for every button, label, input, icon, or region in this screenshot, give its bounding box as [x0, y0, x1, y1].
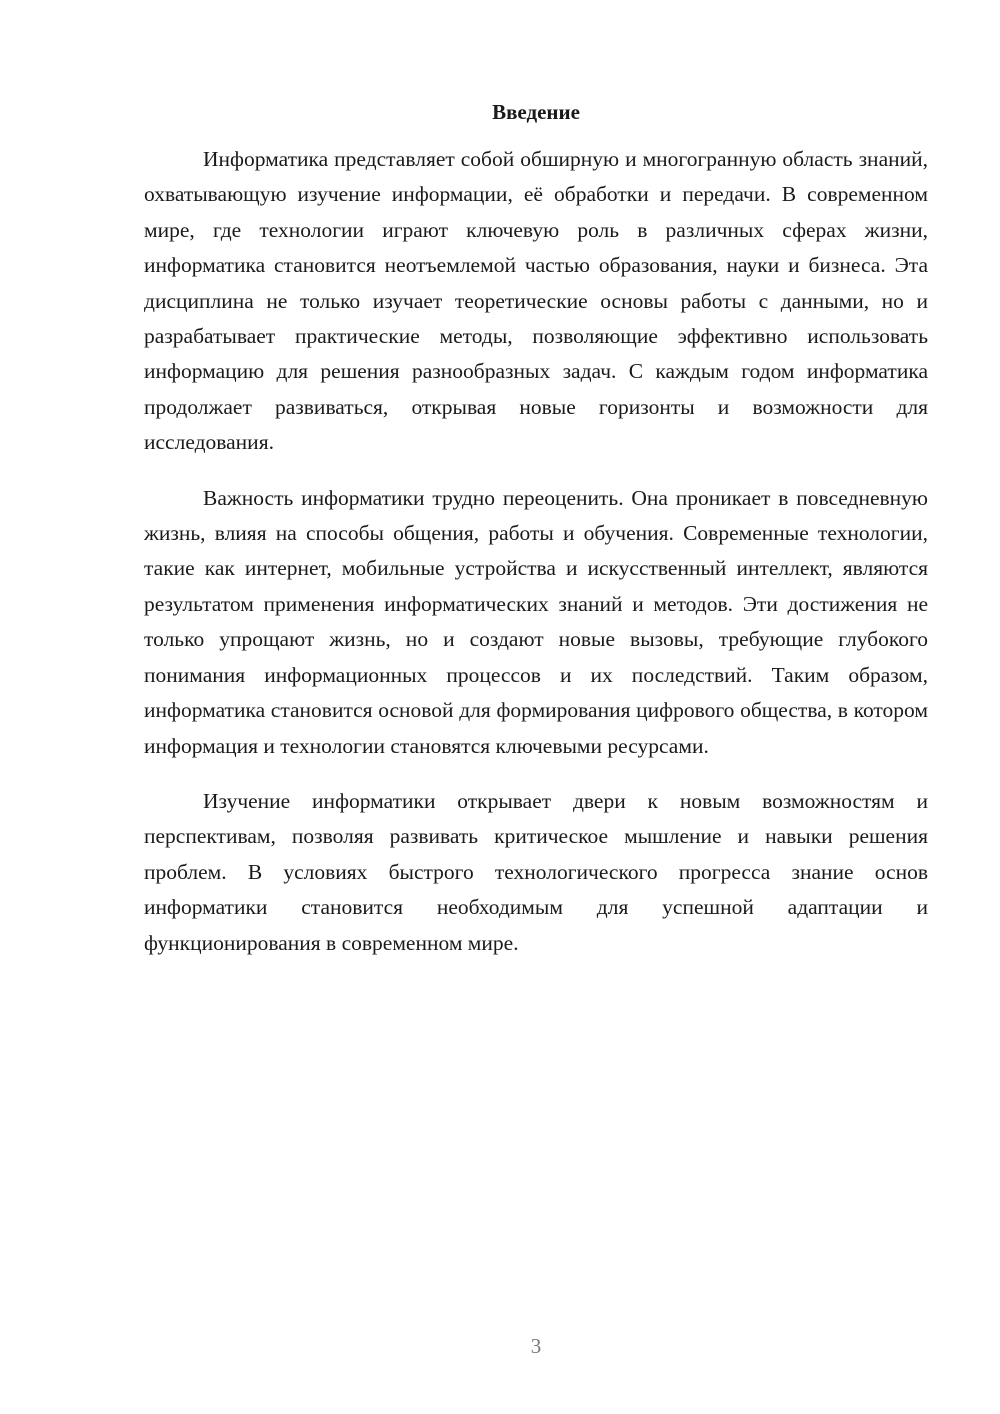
page-title: Введение	[492, 100, 580, 124]
paragraph-2: Важность информатики трудно переоценить. Она проникает в повседневную жизнь, влияя на способы общения, работы и обучения. Современные технологии, такие как интернет, мобильные устройства и искусственный интеллект, являются результатом применения информатических знаний и методов. Эти достижения не только упрощают жизнь, но и создают новые вызовы, требующие глубокого понимания информационных процессов и их последствий. Таким образом, информатика становится основой для формирования цифрового общества, в котором информация и технологии становятся ключевыми ресурсами.	[144, 485, 928, 758]
paragraph-1: Информатика представляет собой обширную и многогранную область знаний, охватывающую изучение информации, её обработки и передачи. В современном мире, где технологии играют ключевую роль в различных сферах жизни, информатика становится неотъемлемой частью образования, науки и бизнеса. Эта дисциплина не только изучает теоретические основы работы с данными, но и разрабатывает практические методы, позволяющие эффективно использовать информацию для решения разнообразных задач. С каждым годом информатика продолжает развиваться, открывая новые горизонты и возможности для исследования.	[144, 147, 928, 455]
paragraph-3: Изучение информатики открывает двери к новым возможностям и перспективам, позволяя развивать критическое мышление и навыки решения проблем. В условиях быстрого технологического прогресса знание основ информатики становится необходимым для успешной адаптации и функционирования в современном мире.	[144, 788, 928, 955]
page-number: 3	[530, 1334, 542, 1358]
document-body	[144, 142, 928, 981]
